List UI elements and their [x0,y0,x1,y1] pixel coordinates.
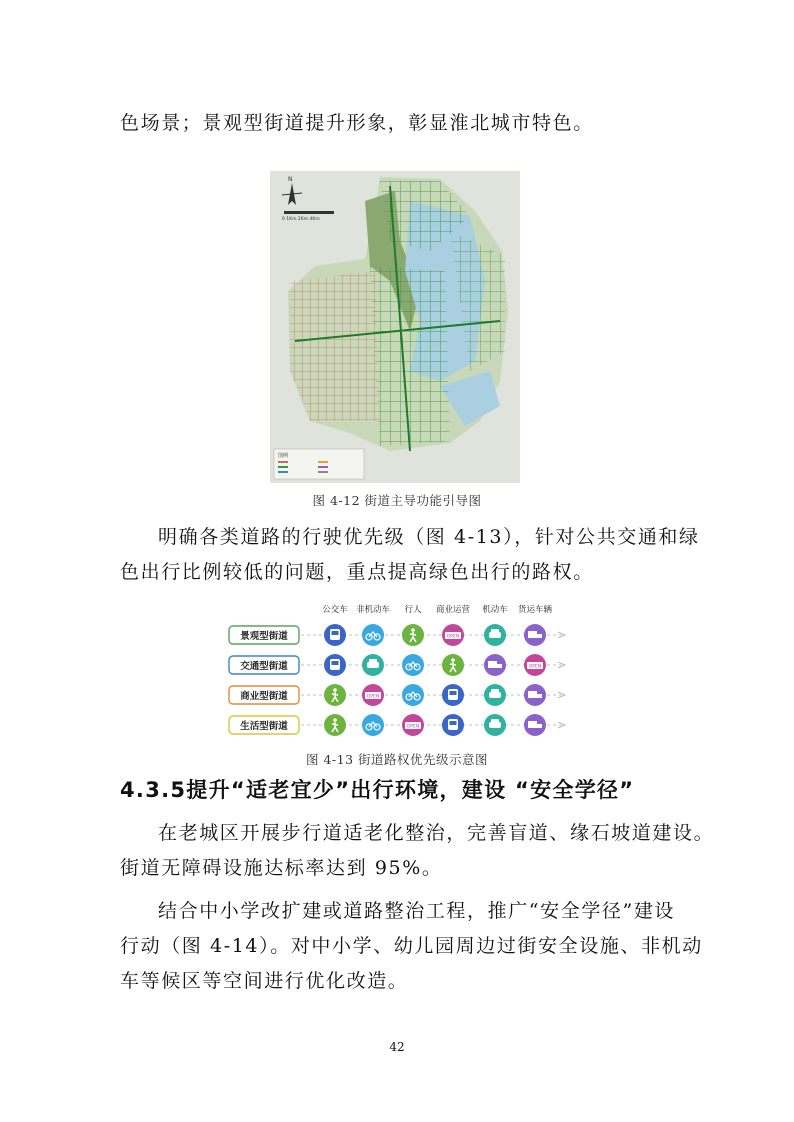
shop-icon [362,684,384,706]
row-label: 景观型街道 [240,631,288,642]
road-grid-center [370,266,450,446]
walk-icon [402,624,424,646]
open-sign: OPEN [366,694,380,700]
north-label: N [288,176,293,183]
paragraph-2-line-1: 在老城区开展步行道适老化整治，完善盲道、缘石坡道建设。 [158,822,715,844]
paragraph-2-line-2: 街道无障碍设施达标率达到 95%。 [120,857,443,879]
paragraph-1-line-2: 色出行比例较低的问题，重点提高绿色出行的路权。 [120,561,594,583]
road-grid-west [290,271,380,421]
bike-icon [362,624,384,646]
page-number: 42 [389,1040,405,1054]
shop-icon [402,714,424,736]
truck-icon [524,714,546,736]
paragraph-3-line-2: 行动（图 4-14）。对中小学、幼儿园周边过街安全设施、非机动 [120,935,703,957]
truck-icon [524,684,546,706]
open-sign: OPEN [446,634,460,640]
column-header: 非机动车 [355,605,391,615]
column-header: 机动车 [482,605,508,615]
street-priority-diagram [225,600,575,740]
car-icon [484,684,506,706]
car-icon [484,714,506,736]
figure-4-12-caption: 图 4-12 街道主导功能引导图 [312,493,482,508]
car-icon [484,624,506,646]
bus-icon [442,684,464,706]
column-header: 公交车 [322,605,348,615]
walk-icon [442,654,464,676]
bus-icon [442,714,464,736]
walk-icon [324,714,346,736]
car-icon [362,654,384,676]
section-heading: 4.3.5提升“适老宜少”出行环境，建设 “安全学径” [120,778,635,802]
walk-icon [324,684,346,706]
row-label: 商业型街道 [240,691,288,702]
legend-title: 图例 [278,453,289,459]
bike-icon [402,684,424,706]
truck-icon [484,654,506,676]
truck-icon [524,624,546,646]
shop-icon [524,654,546,676]
street-function-map [270,171,520,483]
bike-icon [402,654,424,676]
scale-bar [284,211,334,214]
bike-icon [362,714,384,736]
column-header: 商业运营 [435,605,471,615]
column-header: 行人 [404,605,422,615]
figure-4-13-caption: 图 4-13 街道路权优先级示意图 [305,752,489,767]
paragraph-3-line-1: 结合中小学改扩建或道路整治工程，推广“安全学径”建设 [158,900,676,922]
row-label: 生活型街道 [240,721,288,732]
scale-label: 0 1Km 2Km 4Km [282,217,320,222]
shop-icon [442,624,464,646]
bus-icon [324,654,346,676]
paragraph-1-line-1: 明确各类道路的行驶优先级（图 4-13），针对公共交通和绿 [158,526,700,548]
open-sign: OPEN [528,664,542,670]
column-header: 货运车辆 [517,605,553,615]
paragraph-3-line-3: 车等候区等空间进行优化改造。 [120,970,409,992]
row-label: 交通型街道 [240,661,288,672]
bus-icon [324,624,346,646]
open-sign: OPEN [406,724,420,730]
text-line-top: 色场景；景观型街道提升形象，彰显淮北城市特色。 [120,112,594,134]
